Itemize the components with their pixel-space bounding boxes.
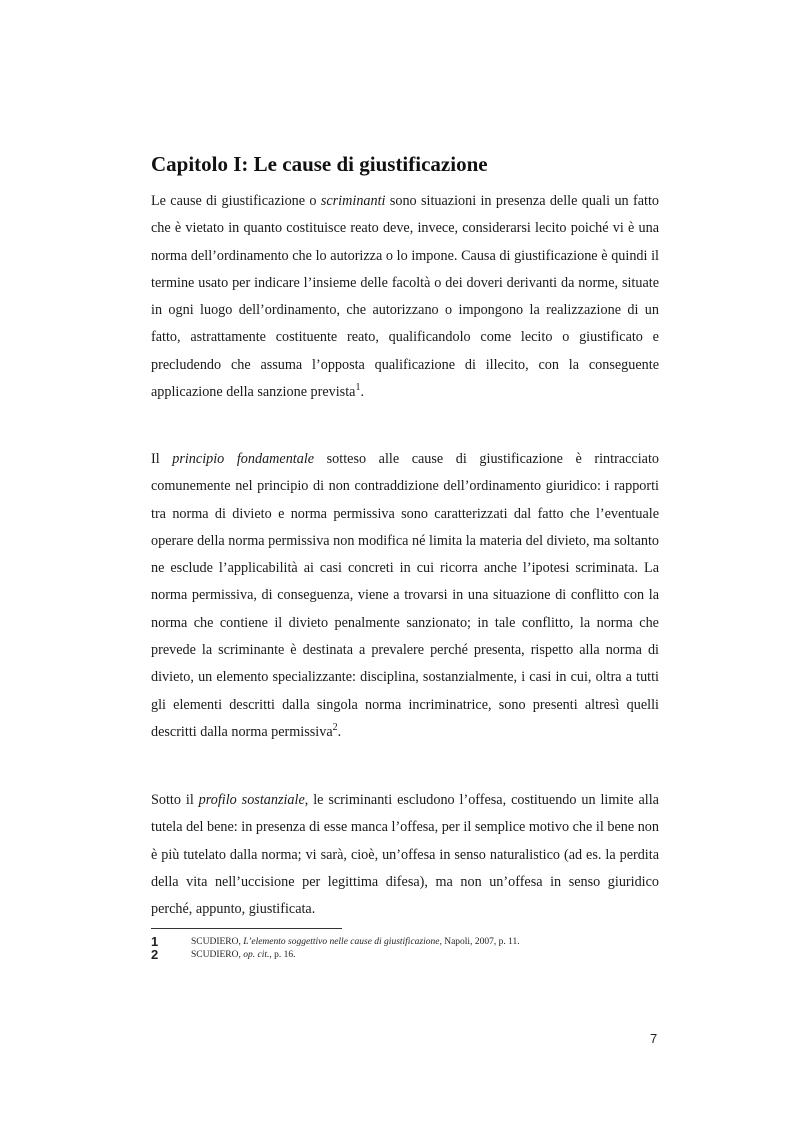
emphasis-profilo-sostanziale: profilo sostanziale — [198, 792, 305, 808]
emphasis-scriminanti: scriminanti — [320, 193, 386, 209]
footnote-text: SCUDIERO, L’elemento soggettivo nelle cause di giustificazione, Napoli, 2007, p. 11. — [191, 937, 520, 947]
paragraph-2: Il principio fondamentale sotteso alle cause di giustificazione è rintracciato comunemente nel principio di non contraddizione dell’ordinamento giuridico: i rapporti tra norma di divieto e norma permissiva sono caratterizzati dal fatto che l’eventuale operare della norma permissiva non modifica né limita la materia del divieto, ma soltanto ne esclude l’applicabilità ai casi concreti in cui ricorra anche l’ipotesi scriminata. La norma permissiva, di conseguenza, viene a trovarsi in una situazione di conflitto con la norma che contiene il divieto penalmente sanzionato; in tale conflitto, la norma che prevede la scriminante è destinata a prevalere perché presenta, rispetto alla norma di divieto, un elemento specializzante: disciplina, sostanzialmente, i casi in cui, oltra a tutti gli elementi descritti dalla singola norma incriminatrice, sono presenti altresì quelli descritti dalla norma permissiva$^2$. — [151, 451, 659, 740]
footnote-ref-2[interactable]: 2 — [332, 721, 338, 733]
paragraph-3: Sotto il profilo sostanziale, le scriminanti escludono l’offesa, costituendo un limite alla tutela del bene: in presenza di esse manca l’offesa, per il semplice motivo che il bene non è più tutelato dalla norma; vi sarà, cioè, un’offesa in senso naturalistico (ad es. la perdita della vita nell’uccisione per legittima difesa), ma non un’offesa in senso giuridico perché, appunto, giustificata. — [151, 792, 659, 918]
emphasis-principio-fondamentale: principio fondamentale — [172, 451, 315, 467]
footnote-2 — [151, 947, 671, 964]
footnote-number: 1 — [151, 934, 159, 949]
chapter-title: Capitolo I: Le cause di giustificazione — [151, 152, 488, 176]
footnote-number: 2 — [151, 947, 159, 962]
paragraph-1: Le cause di giustificazione o scriminanti sono situazioni in presenza delle quali un fatto che è vietato in quanto costituisce reato deve, invece, considerarsi lecito poiché vi è una norma dell’ordinamento che lo autorizza o lo impone. Causa di giustificazione è quindi il termine usato per indicare l’insieme delle facoltà o dei doveri derivanti da norme, situate in ogni luogo dell’ordinamento, che autorizzano o impongono la realizzazione di un fatto, astrattamente costituente reato, qualificandolo come lecito o giustificato e precludendo che assuma l’opposta qualificazione di illecito, con la conseguente applicazione della sanzione prevista$^1$. — [151, 193, 659, 401]
footnote-1 — [151, 934, 671, 951]
footnote-text: SCUDIERO, op. cit., p. 16. — [191, 950, 296, 960]
footnote-separator — [151, 928, 342, 929]
page-number: 7 — [650, 1031, 658, 1046]
footnote-ref-1[interactable]: 1 — [355, 382, 361, 394]
